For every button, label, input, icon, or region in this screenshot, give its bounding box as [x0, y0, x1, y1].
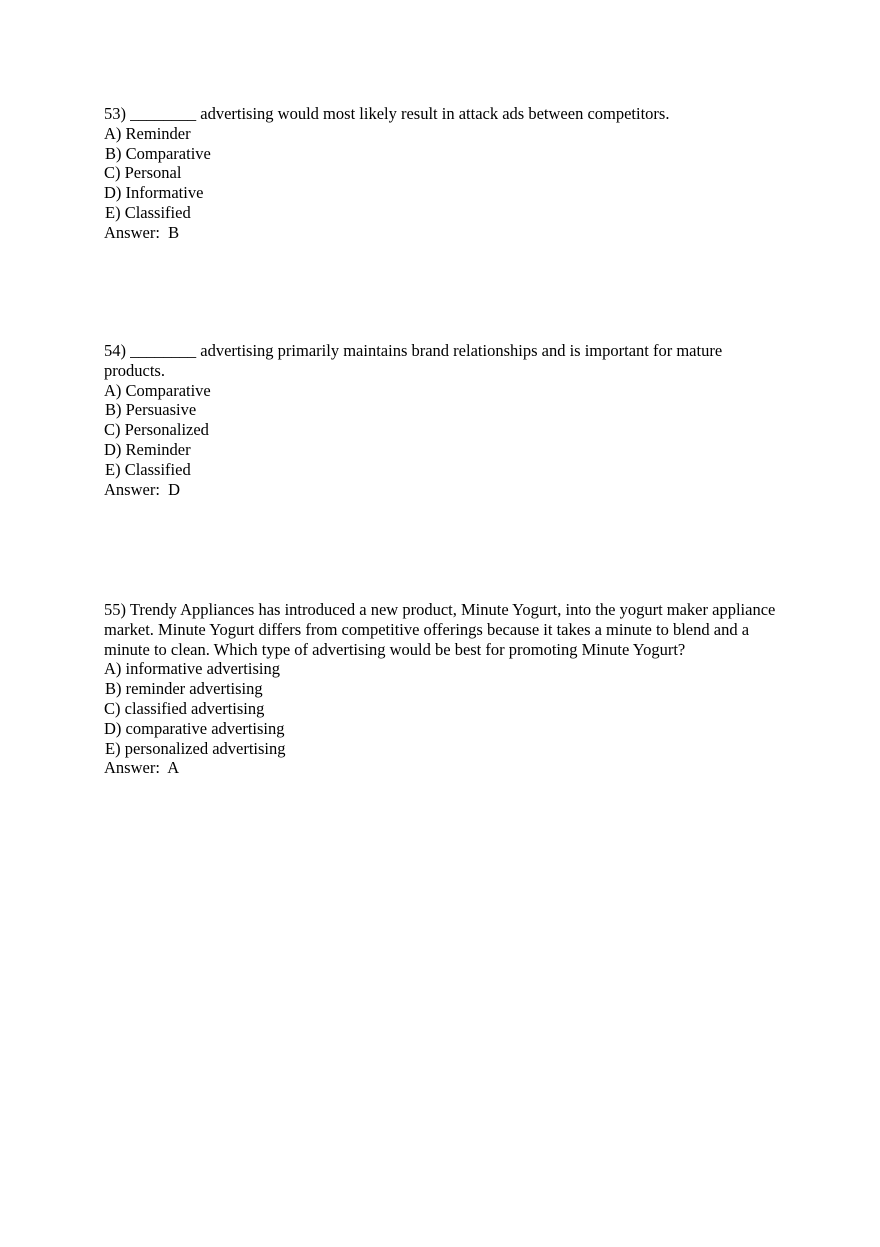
answer-line: Answer: A — [104, 758, 180, 778]
question-54 — [104, 341, 784, 499]
option-c: C) classified advertising — [104, 698, 265, 718]
question-53 — [104, 104, 784, 243]
option-a: A) Comparative — [104, 380, 211, 400]
question-55 — [104, 600, 784, 778]
answer-line: Answer: D — [104, 479, 181, 499]
option-d: D) Informative — [104, 183, 204, 203]
option-a: A) Reminder — [104, 123, 191, 143]
option-d: D) Reminder — [104, 439, 191, 459]
option-a: A) informative advertising — [104, 659, 280, 679]
option-e: E) Classified — [105, 459, 191, 479]
option-b: B) reminder advertising — [105, 679, 263, 699]
question-stem: 53) ________ advertising would most likely result in attack ads between competitors. — [104, 104, 670, 123]
question-stem: 54) ________ advertising primarily maintains brand relationships and is important for mature products. — [104, 341, 727, 380]
answer-line: Answer: B — [104, 222, 180, 242]
option-e: E) personalized advertising — [105, 738, 286, 758]
option-c: C) Personal — [104, 163, 182, 183]
option-b: B) Comparative — [105, 143, 211, 163]
option-e: E) Classified — [105, 202, 191, 222]
option-b: B) Persuasive — [105, 400, 197, 420]
question-stem: 55) Trendy Appliances has introduced a new product, Minute Yogurt, into the yogurt maker appliance market. Minute Yogurt differs from competitive offerings because it takes a minute to blend and a minute to clean. Which type of advertising would be best for promoting Minute Yogurt? — [104, 600, 780, 659]
option-c: C) Personalized — [104, 420, 209, 440]
option-d: D) comparative advertising — [104, 718, 285, 738]
